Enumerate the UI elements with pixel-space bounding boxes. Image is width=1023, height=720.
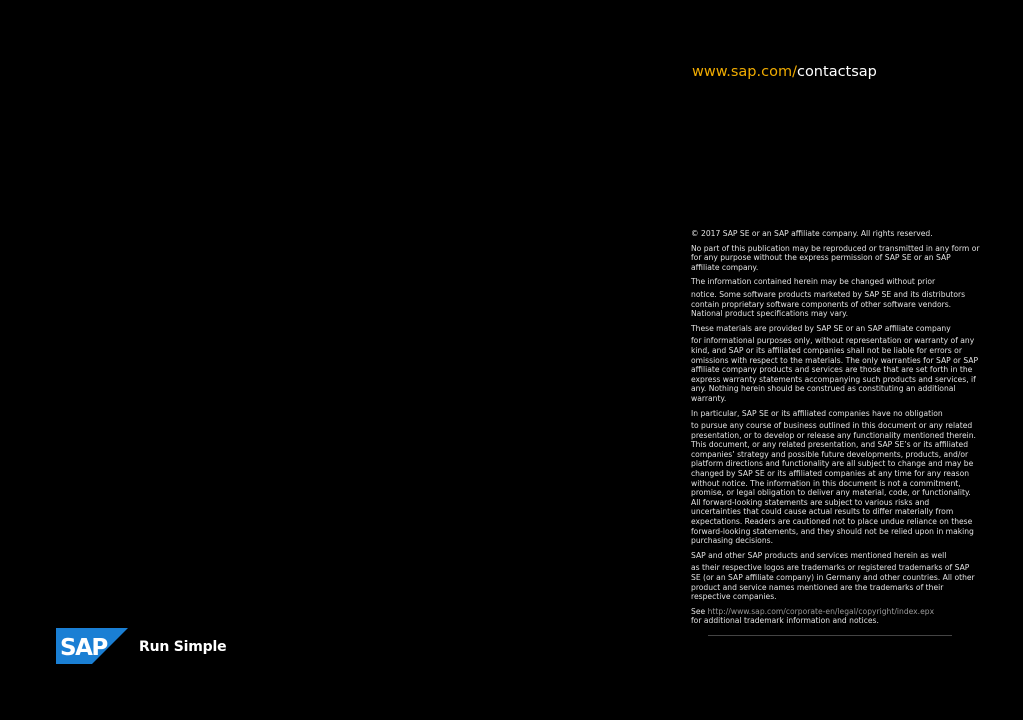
- legal-paragraph-see: [691, 607, 981, 626]
- sap-logo-icon: [56, 628, 128, 664]
- legal-paragraph-changes: [691, 277, 981, 318]
- sap-logo: [56, 628, 226, 664]
- contact-url[interactable]: [692, 63, 877, 81]
- legal-paragraph-trademarks-lead: SAP and other SAP products and services mentioned herein as well: [691, 550, 947, 560]
- legal-paragraph-changes-lead: The information contained herein may be changed without prior: [691, 277, 936, 287]
- contact-url-base[interactable]: www.sap.com/: [692, 64, 797, 80]
- legal-paragraph-obligation-body: to pursue any course of business outlined in this document or any related presentation, or to develop or release any functionality mentioned therein. This document, or any related presentation, and SAP SE’s or its affiliated companies’ strategy and possible future developments, products, and/or platform directions and functionality are all subject to change and may be changed by SAP SE or its affiliated companies at any time for any reason without notice. The information in this document is not a commitment, promise, or legal obligation to deliver any material, code, or functionality. All forward-looking statements are subject to various risks and uncertainties that could cause actual results to differ materially from expectations. Readers are cautioned not to place undue reliance on these forward-looking statements, and they should not be relied upon in making purchasing decisions.: [691, 421, 976, 546]
- see-prefix: See: [691, 606, 706, 616]
- contact-url-path[interactable]: contactsap: [796, 64, 877, 80]
- legal-paragraph-warranty: [691, 324, 981, 404]
- sap-logo-text: SAP: [60, 635, 107, 661]
- legal-notice: [691, 229, 981, 636]
- tagline: Run Simple: [139, 638, 227, 655]
- legal-paragraph-trademarks-body: as their respective logos are trademarks or registered trademarks of SAP SE (or an SAP affiliate company) in Germany and other countries. All other product and service names mentioned are the trademarks of their respective companies.: [691, 563, 975, 602]
- see-suffix: for additional trademark information and notices.: [691, 616, 879, 626]
- legal-paragraph-obligation-lead: In particular, SAP SE or its affiliated companies have no obligation: [691, 408, 943, 418]
- legal-paragraph-changes-body: notice. Some software products marketed by SAP SE and its distributors contain proprietary software components of other software vendors. National product specifications may vary.: [691, 289, 966, 319]
- divider-rule: [708, 635, 952, 636]
- legal-paragraph-obligation: [691, 409, 981, 546]
- legal-paragraph-warranty-body: for informational purposes only, without representation or warranty of any kind, and SAP or its affiliated companies shall not be liable for errors or omissions with respect to the materials. The only warranties for SAP or SAP affiliate company products and services are those that are set forth in the express warranty statements accompanying such products and services, if any. Nothing herein should be construed as constituting an additional warranty.: [691, 336, 979, 403]
- legal-paragraph-reproduction: No part of this publication may be reproduced or transmitted in any form or for any purpose without the express permission of SAP SE or an SAP affiliate company.: [691, 243, 980, 272]
- legal-paragraph-warranty-lead: These materials are provided by SAP SE or an SAP affiliate company: [691, 323, 951, 333]
- legal-paragraph-trademarks: [691, 551, 981, 602]
- copyright-link[interactable]: http://www.sap.com/corporate-en/legal/copyright/index.epx: [707, 606, 935, 616]
- copyright-text: © 2017 SAP SE or an SAP affiliate company. All rights reserved.: [691, 229, 933, 238]
